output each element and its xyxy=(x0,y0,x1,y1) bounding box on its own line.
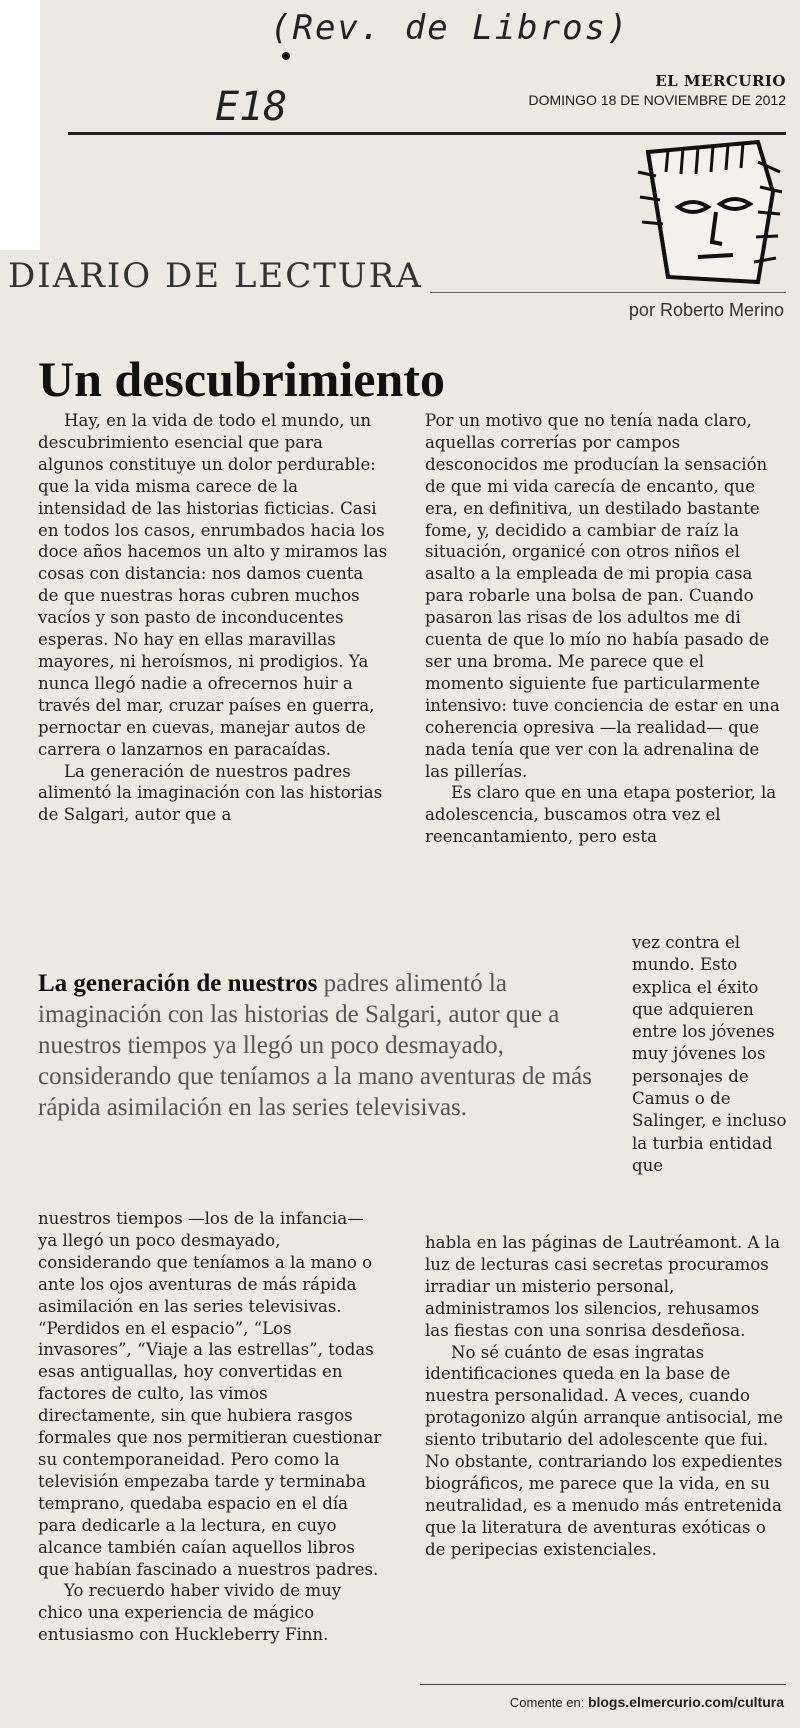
paragraph: Hay, en la vida de todo el mundo, un descubrimiento esencial que para algunos constituye un dolor perdurable: que la vida misma carece de la intensidad de las historias ficticias. Casi en todos los casos, enrumbados hacia los doce años hacemos un alto y miramos las cosas con distancia: nos damos cuenta de que nuestras horas cubren muchos vacíos y son pasto de inconducentes esperas. No hay en ellas maravillas mayores, ni heroísmos, ni prodigios. Ya nunca llegó nadie a ofrecernos huir a través del mar, cruzar países en guerra, pernoctar en cuevas, manejar autos de carrera o lanzarnos en paracaídas. xyxy=(38,411,388,759)
ink-dot xyxy=(282,52,290,60)
footer xyxy=(510,1694,784,1710)
pull-quote xyxy=(38,968,618,1123)
paragraph: La generación de nuestros padres alimentó la imaginación con las historias de Salgari, autor que a xyxy=(38,761,383,825)
column-2 xyxy=(425,410,787,848)
column-3 xyxy=(632,932,790,1177)
paragraph: Yo recuerdo haber vivido de muy chico una experiencia de mágico entusiasmo con Huckleberry Finn. xyxy=(38,1581,342,1645)
column-1 xyxy=(38,410,388,826)
footer-label: Comente en: xyxy=(509,1695,585,1710)
pull-quote-lead: La generación de nuestros xyxy=(38,970,318,997)
torn-corner xyxy=(0,0,40,250)
masthead xyxy=(528,72,786,108)
pull-quote-text: padres alimentó la imaginación con las historias de Salgari, autor que a nuestros tiempos ya llegó un poco desmayado, considerando que teníamos a la mano aventuras de más rápida asimilación en las series televisivas. xyxy=(38,970,592,1121)
column-5 xyxy=(425,1232,787,1561)
headline: Un descubrimiento xyxy=(38,351,445,407)
publication-date: DOMINGO 18 DE NOVIEMBRE DE 2012 xyxy=(528,92,786,108)
paragraph: Por un motivo que no tenía nada claro, aquellas correrías por campos desconocidos me producían la sensación de que mi vida carecía de encanto, que era, en definitiva, un destilado bastante fome, y, decidido a cambiar de raíz la situación, organicé con otros niños el asalto a la empleada de mi propia casa para robarle una bolsa de pan. Cuando pasaron las risas de los adultos me di cuenta de que lo mío no había pasado de ser una broma. Me parece que el momento siguiente fue particularmente intensivo: tuve conciencia de estar en una coherencia opresiva —la realidad— que nada tenía que ver con la adrenalina de las pillerías. xyxy=(425,411,780,781)
face-illustration-icon xyxy=(608,132,788,292)
newspaper-name: EL MERCURIO xyxy=(655,72,786,90)
paragraph: nuestros tiempos —los de la infancia— ya llegó un poco desmayado, considerando que teníamos a la mano o ante los ojos aventuras de más rápida asimilación en las series televisivas. “Perdidos en el espacio”, “Los invasores”, “Viaje a las estrellas”, todas esas antiguallas, hoy convertidas en factores de culto, las vimos directamente, sin que hubiera rasgos formales que nos permitieran cuestionar su contemporaneidad. Pero como la televisión empezaba tarde y terminaba temprano, quedaba espacio en el día para dedicarle a la lectura, en cuyo alcance también caían aquellos libros que habían fascinado a nuestros padres. xyxy=(38,1209,382,1579)
paragraph: Es claro que en una etapa posterior, la adolescencia, buscamos otra vez el reencantamiento, pero esta xyxy=(425,783,777,847)
byline: por Roberto Merino xyxy=(628,300,784,320)
section-rule xyxy=(430,292,786,293)
paragraph: habla en las páginas de Lautréamont. A la luz de lecturas casi secretas procuramos irradiar un misterio personal, administramos los silencios, rehusamos las fiestas con una sonrisa desdeñosa. xyxy=(425,1233,780,1340)
handwritten-code: E18 xyxy=(215,84,288,130)
paragraph: vez contra el mundo. Esto explica el éxito que adquieren entre los jóvenes muy jóvenes los personajes de Camus o de Salinger, e incluso la turbia entidad que xyxy=(632,933,787,1175)
paragraph: No sé cuánto de esas ingratas identificaciones queda en la base de nuestra personalidad. A veces, cuando protagonizo algún arranque antisocial, me siento tributario del adolescente que fui. No obstante, contrariando los expedientes biográficos, me parece que la vida, en su neutralidad, es a menudo más entretenida que la literatura de aventuras exóticas o de peripecias existenciales. xyxy=(425,1342,783,1559)
section-title: DIARIO DE LECTURA xyxy=(8,256,423,296)
handwritten-note: (Rev. de Libros) xyxy=(270,8,630,48)
column-4 xyxy=(38,1208,388,1646)
footer-url: blogs.elmercurio.com/cultura xyxy=(587,1694,784,1710)
footer-rule xyxy=(420,1684,786,1685)
